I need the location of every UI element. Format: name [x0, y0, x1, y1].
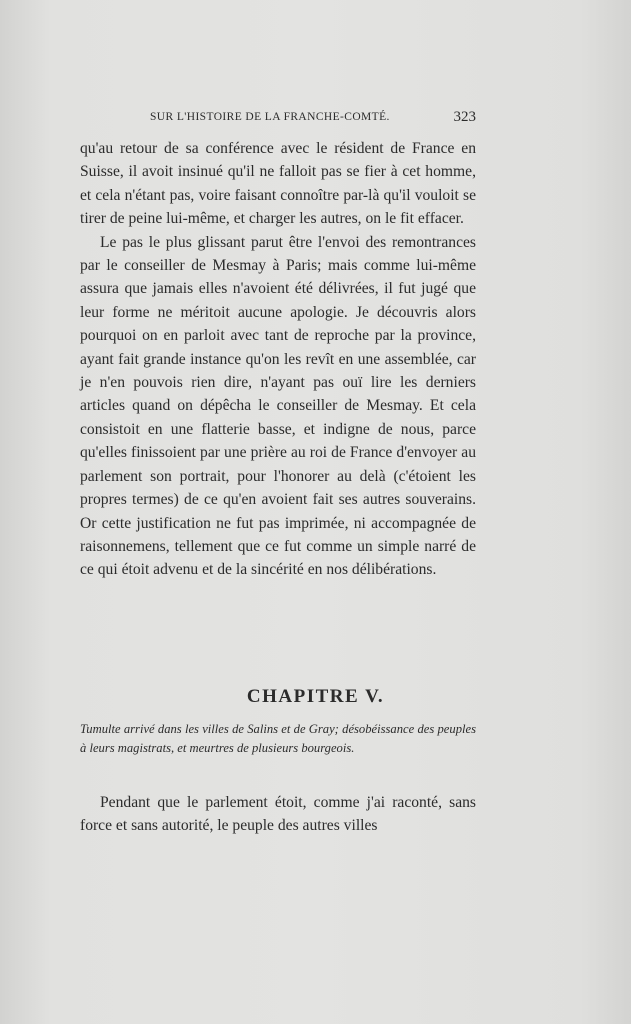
- paragraph: Pendant que le parlement étoit, comme j'ai raconté, sans force et sans autorité, le peuple des autres villes: [80, 794, 476, 835]
- text-block-top: [80, 137, 476, 582]
- paragraph-continued: qu'au retour de sa conférence avec le résident de France en Suisse, il avoit insinué qu'il ne falloit pas se fier à cet homme, et cela n'étant pas, voire faisant connoître par-là qu'il vouloit se tirer de peine lui-même, et charger les autres, on le fit effacer.: [80, 140, 476, 228]
- chapter-title: CHAPITRE V.: [246, 686, 385, 707]
- running-title: SUR L'HISTOIRE DE LA FRANCHE-COMTÉ.: [150, 111, 390, 123]
- text-block-bottom: [80, 791, 476, 838]
- paragraph: Le pas le plus glissant parut être l'envoi des remontrances par le conseiller de Mesmay à Paris; mais comme lui-même assura que jamais elles n'avoient été délivrées, il fut jugé que leur forme ne méritoit aucune apologie. Je découvris alors pourquoi on en parloit avec tant de reproche par la province, ayant fait grande instance qu'on les revît en une assemblée, car je n'en pouvois rien dire, n'ayant pas ouï lire les derniers articles quand on dépêcha le conseiller de Mesmay. Et cela consistoit en une flatterie basse, et indigne de nous, parce qu'elles finissoient par une prière au roi de France d'envoyer au parlement son portrait, pour l'honorer au delà (c'étoient les propres termes) de ce qu'en avoient fait ses autres souverains. Or cette justification ne fut pas imprimée, ni accompagnée de raisonnemens, tellement que ce fut comme un simple narré de ce qui étoit advenu et de la sincérité en nos délibérations.: [80, 233, 476, 579]
- page-number: 323: [453, 109, 476, 125]
- chapter-summary: Tumulte arrivé dans les villes de Salins et de Gray; désobéissance des peuples à leurs magistrats, et meurtres de plusieurs bourgeois.: [80, 722, 476, 755]
- running-head: [78, 111, 476, 131]
